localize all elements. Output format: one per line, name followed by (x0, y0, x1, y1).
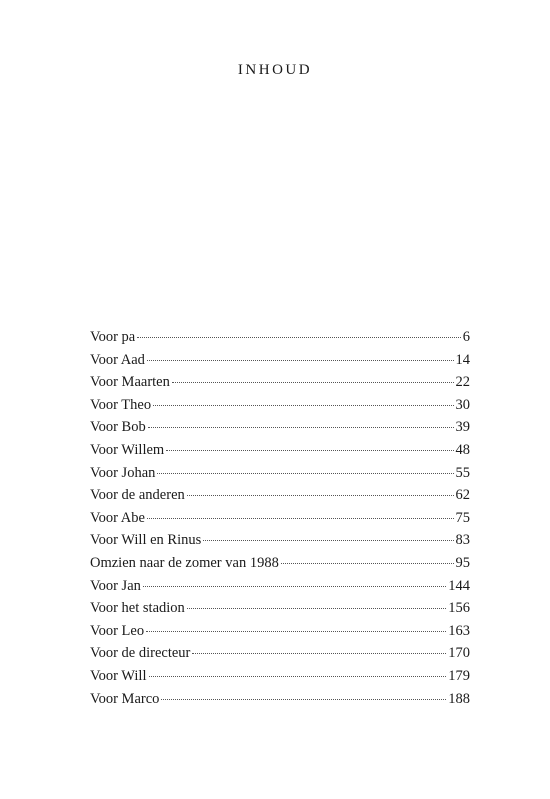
dot-leader (143, 586, 446, 587)
table-of-contents (90, 326, 470, 710)
dot-leader (148, 427, 454, 428)
toc-entry-page: 22 (455, 374, 470, 391)
toc-entry-title: Voor de anderen (90, 487, 185, 504)
toc-entry-page: 170 (448, 645, 470, 662)
toc-entry-title: Voor Leo (90, 622, 145, 639)
toc-entry-page: 156 (448, 600, 470, 617)
dot-leader (172, 382, 454, 383)
page-title: INHOUD (237, 62, 313, 78)
toc-entry-page: 30 (455, 396, 470, 413)
toc-entry-title: Voor Will (90, 667, 147, 684)
toc-entry-title: Voor Bob (90, 419, 146, 436)
toc-entry (90, 394, 470, 417)
toc-entry-page: 95 (455, 554, 470, 571)
toc-entry-page: 39 (455, 419, 470, 436)
toc-entry (90, 597, 470, 620)
toc-entry (90, 349, 470, 372)
toc-entry (90, 484, 470, 507)
toc-entry-title: Omzien naar de zomer van 1988 (90, 554, 279, 571)
toc-entry-title: Voor de directeur (90, 645, 191, 662)
toc-entry-page: 75 (455, 509, 470, 526)
dot-leader (161, 699, 446, 700)
toc-entry-title: Voor Abe (90, 509, 145, 526)
dot-leader (147, 360, 454, 361)
toc-entry (90, 642, 470, 665)
toc-entry-page: 163 (448, 622, 470, 639)
toc-entry-title: Voor Will en Rinus (90, 532, 202, 549)
toc-entry-page: 188 (448, 690, 470, 707)
dot-leader (153, 405, 453, 406)
toc-entry-page: 55 (455, 464, 470, 481)
dot-leader (187, 608, 446, 609)
toc-entry (90, 371, 470, 394)
toc-entry-title: Voor Aad (90, 351, 145, 368)
toc-entry-title: Voor Willem (90, 441, 165, 458)
dot-leader (166, 450, 453, 451)
dot-leader (157, 473, 453, 474)
toc-entry-title: Voor Jan (90, 577, 141, 594)
toc-entry-page: 48 (455, 441, 470, 458)
dot-leader (192, 653, 446, 654)
toc-entry-page: 179 (448, 667, 470, 684)
dot-leader (203, 540, 453, 541)
toc-entry-title: Voor Johan (90, 464, 156, 481)
toc-entry (90, 416, 470, 439)
toc-entry-title: Voor pa (90, 329, 136, 345)
toc-entry (90, 620, 470, 643)
toc-entry (90, 462, 470, 485)
toc-entry-page: 14 (455, 351, 470, 368)
toc-entry-page: 6 (462, 329, 470, 345)
toc-entry-page: 83 (455, 532, 470, 549)
dot-leader (137, 337, 461, 338)
toc-entry (90, 665, 470, 688)
toc-entry-page: 144 (448, 577, 470, 594)
dot-leader (281, 563, 454, 564)
toc-entry-title: Voor Theo (90, 396, 152, 413)
toc-entry-title: Voor Marco (90, 690, 160, 707)
dot-leader (149, 676, 447, 677)
toc-entry (90, 529, 470, 552)
dot-leader (187, 495, 454, 496)
toc-entry (90, 507, 470, 530)
toc-entry (90, 688, 470, 711)
dot-leader (146, 631, 446, 632)
toc-entry-title: Voor Maarten (90, 374, 170, 391)
toc-entry-page: 62 (455, 487, 470, 504)
toc-entry (90, 439, 470, 462)
toc-entry (90, 326, 470, 349)
dot-leader (147, 518, 454, 519)
toc-entry (90, 552, 470, 575)
toc-entry-title: Voor het stadion (90, 600, 185, 617)
toc-entry (90, 575, 470, 598)
